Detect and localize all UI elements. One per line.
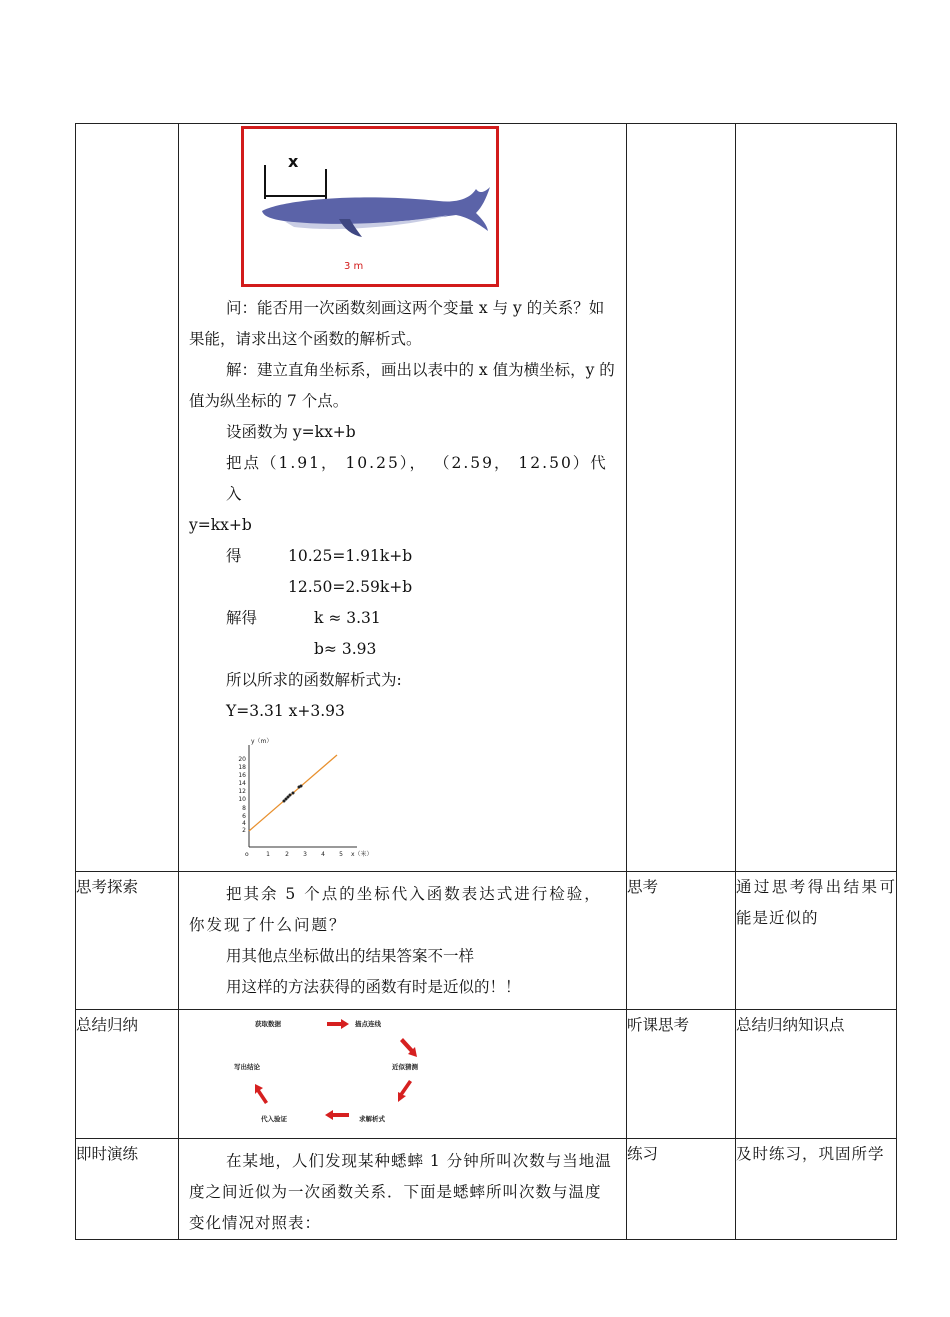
equation-line-1	[189, 541, 616, 572]
question-text: 问：能否用一次函数刻画这两个变量 x 与 y 的关系？如果能，请求出这个函数的解析式。	[189, 299, 605, 348]
practice-text: 在某地，人们发现某种蟋蟀 1 分钟所叫次数与当地温度之间近似为一次函数关系．下面是蟋蟀所叫次数与温度变化情况对照表：	[189, 1152, 612, 1232]
data-points	[283, 785, 303, 803]
y-tick: 12	[238, 788, 246, 795]
activity-cell-empty	[627, 124, 736, 872]
content-cell	[179, 872, 627, 1010]
explore-answer-1: 用其他点坐标做出的结果答案不一样	[226, 947, 475, 965]
y-tick: 10	[238, 796, 246, 803]
x-tick: 3	[303, 851, 307, 857]
row-practice	[76, 1139, 897, 1240]
whale-caption: 3 m	[344, 261, 364, 272]
cycle-step: 代入验证	[261, 1115, 287, 1123]
graph-x-label: x（米）	[351, 851, 373, 857]
cycle-step: 求解析式	[359, 1115, 385, 1123]
solution-text: 解：建立直角坐标系，画出以表中的 x 值为横坐标，y 的值为纵坐标的 7 个点。	[189, 361, 615, 410]
y-tick: 4	[242, 820, 246, 827]
whale-x-label: x	[288, 152, 299, 171]
whale-image	[241, 126, 499, 287]
set-function-text: 设函数为 y=kx+b	[226, 423, 356, 441]
scatter-line-graph	[237, 735, 616, 861]
graph-y-label: y（m）	[251, 738, 273, 745]
solve-label: 解得	[226, 609, 258, 627]
graph-origin: o	[245, 851, 249, 857]
student-activity: 练习	[627, 1139, 736, 1240]
y-tick: 2	[242, 827, 246, 834]
x-tick: 1	[266, 851, 270, 857]
design-intent: 通过思考得出结果可能是近似的	[736, 872, 897, 1010]
row-think-explore	[76, 872, 897, 1010]
lesson-plan-table	[75, 123, 897, 1240]
formula-text: Y=3.31 x+3.93	[226, 702, 345, 720]
design-intent: 总结归纳知识点	[736, 1010, 897, 1139]
content-cell	[179, 1139, 627, 1240]
conclusion-text: 所以所求的函数解析式为:	[226, 671, 402, 689]
row-summary	[76, 1010, 897, 1139]
b-value: b≈ 3.93	[314, 640, 377, 658]
y-tick: 14	[238, 780, 246, 787]
student-activity: 听课思考	[627, 1010, 736, 1139]
x-tick: 4	[321, 851, 325, 857]
k-value: k ≈ 3.31	[314, 609, 381, 627]
explore-question: 把其余 5 个点的坐标代入函数表达式进行检验，你发现了什么问题？	[189, 885, 602, 934]
cycle-step: 写出结论	[234, 1063, 260, 1071]
stage-label: 总结归纳	[76, 1010, 179, 1139]
y-tick: 16	[238, 772, 246, 779]
substitute-formula: y=kx+b	[189, 516, 252, 534]
cycle-step: 获取数据	[255, 1020, 281, 1028]
y-tick: 8	[242, 805, 246, 812]
stage-label: 思考探索	[76, 872, 179, 1010]
y-tick: 6	[242, 813, 246, 820]
row-whale-example	[76, 124, 897, 872]
cycle-step: 描点连线	[355, 1020, 381, 1028]
stage-label: 即时演练	[76, 1139, 179, 1240]
method-cycle-diagram	[217, 1018, 616, 1134]
student-activity: 思考	[627, 872, 736, 1010]
content-cell	[179, 124, 627, 872]
substitute-text: 把点（1.91， 10.25）， （2.59， 12.50）代入	[226, 454, 608, 503]
cycle-step: 近似猜测	[392, 1063, 418, 1071]
stage-cell-empty	[76, 124, 179, 872]
explore-answer-2: 用这样的方法获得的函数有时是近似的！！	[226, 978, 521, 996]
equation-1: 10.25=1.91k+b	[288, 547, 413, 565]
y-tick: 18	[238, 764, 246, 771]
design-intent: 及时练习，巩固所学	[736, 1139, 897, 1240]
content-cell	[179, 1010, 627, 1139]
x-tick: 5	[339, 851, 343, 857]
solve-line	[189, 603, 616, 634]
intent-cell-empty	[736, 124, 897, 872]
equation-2: 12.50=2.59k+b	[288, 578, 413, 596]
y-tick: 20	[238, 756, 246, 763]
x-tick: 2	[285, 851, 289, 857]
get-label: 得	[226, 547, 242, 565]
